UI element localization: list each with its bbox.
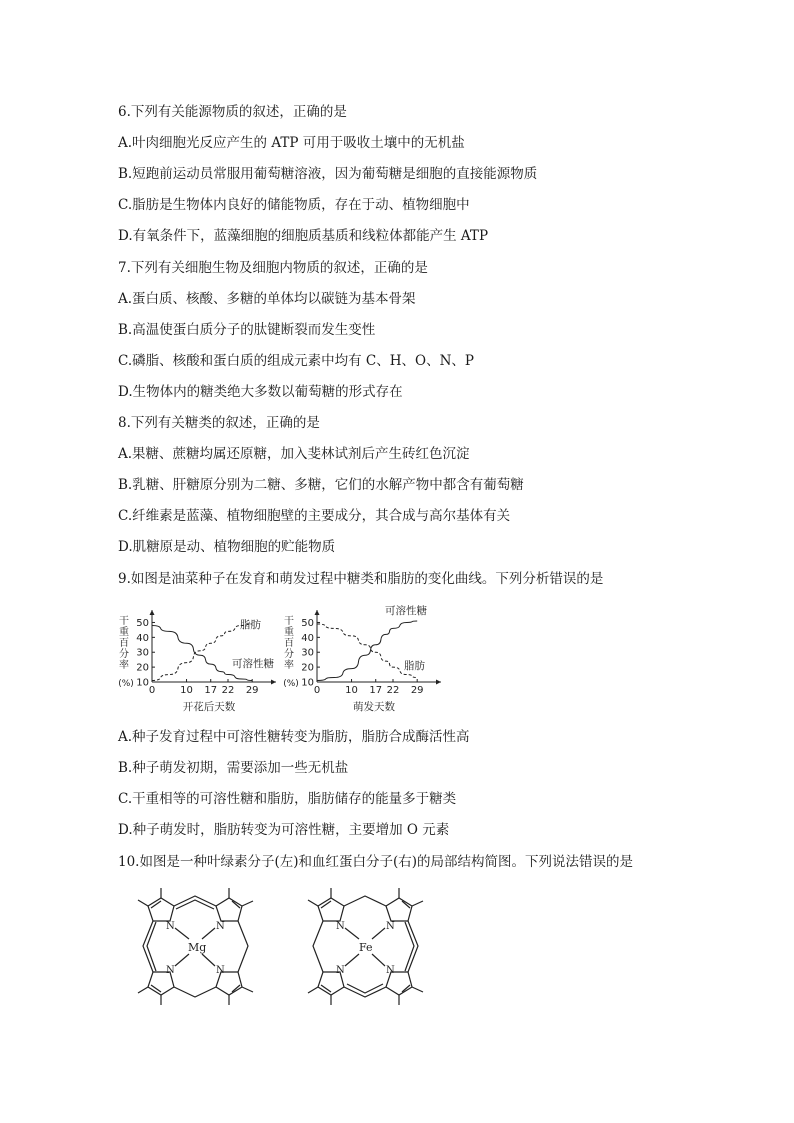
y-tick-label: 10 (136, 677, 149, 689)
methine-bridge (344, 987, 386, 997)
q6-stem: 6.下列有关能源物质的叙述，正确的是 (118, 104, 347, 120)
q7-option-a: A.蛋白质、核酸、多糖的单体均以碳链为基本骨架 (118, 291, 416, 307)
q6-option-d: D.有氧条件下，蓝藻细胞的细胞质基质和线粒体都能产生 ATP (118, 228, 489, 244)
y-axis-label-char: 分 (119, 649, 129, 660)
q7-stem: 7.下列有关细胞生物及细胞内物质的叙述，正确的是 (118, 260, 428, 276)
x-tick-label: 17 (369, 685, 383, 696)
y-tick-label: 40 (301, 632, 314, 644)
y-tick-label: 10 (301, 677, 314, 689)
side-chain (242, 987, 253, 992)
nitrogen-label: N (216, 921, 225, 932)
double-bond (151, 985, 161, 992)
heme-structure (296, 884, 446, 1012)
y-tick-label: 30 (136, 647, 149, 659)
y-tick-label: 40 (136, 632, 149, 644)
side-chain (138, 900, 148, 906)
q9-option-d: D.种子萌发时，脂肪转变为可溶性糖，主要增加 O 元素 (118, 822, 450, 838)
chart-flowering-svg (118, 602, 283, 718)
double-bond (321, 901, 331, 908)
side-chain (412, 901, 423, 906)
coordination-bond (372, 954, 385, 966)
iron-label: Fe (359, 941, 373, 954)
q9-option-c: C.干重相等的可溶性糖和脂肪，脂肪储存的能量多于糖类 (118, 791, 457, 807)
methine-bridge (408, 921, 418, 972)
coordination-bond (202, 954, 215, 966)
x-axis-arrow (271, 680, 276, 685)
q6-option-a: A.叶肉细胞光反应产生的 ATP 可用于吸收土壤中的无机盐 (118, 135, 465, 151)
y-axis-label-char: 百 (119, 638, 129, 649)
methine-bridge (174, 987, 216, 997)
double-bond (321, 985, 331, 992)
series-line (152, 625, 252, 680)
x-tick-label: 22 (386, 685, 400, 696)
y-tick-label: 30 (301, 647, 314, 659)
series-line (317, 621, 417, 681)
side-chain (412, 987, 423, 992)
q7-option-d: D.生物体内的糖类绝大多数以葡萄糖的形式存在 (118, 384, 403, 400)
coordination-bond (345, 954, 359, 966)
q7-option-b: B.高温使蛋白质分子的肽键断裂而发生变性 (118, 322, 376, 338)
nitrogen-label: N (336, 965, 345, 976)
x-tick-label: 17 (204, 685, 218, 696)
methine-bridge (147, 922, 156, 971)
q9-option-a: A.种子发育过程中可溶性糖转变为脂肪，脂肪合成酶活性高 (118, 729, 470, 745)
side-chain (308, 987, 318, 993)
y-axis-label-char: 干 (119, 616, 129, 627)
side-chain (242, 901, 253, 906)
y-axis-label-char: 百 (284, 638, 294, 649)
chart-flowering (118, 602, 283, 722)
q10-stem: 10.如图是一种叶绿素分子(左)和血红蛋白分子(右)的局部结构简图。下列说法错误的是 (118, 854, 634, 870)
nitrogen-label: N (166, 921, 175, 932)
q6-option-c: C.脂肪是生物体内良好的储能物质，存在于动、植物细胞中 (118, 197, 470, 213)
q8-option-a: A.果糖、蔗糖均属还原糖，加入斐林试剂后产生砖红色沉淀 (118, 446, 470, 462)
series-label-sugar: 可溶性糖 (385, 605, 427, 617)
q6-option-b: B.短跑前运动员常服用葡萄糖溶液，因为葡萄糖是细胞的直接能源物质 (118, 166, 538, 182)
series-label-fat: 脂肪 (404, 660, 425, 672)
methine-bridge (143, 921, 153, 972)
magnesium-label: Mg (188, 941, 207, 954)
series-line (152, 624, 252, 681)
q8-option-c: C.纤维素是蓝藻、植物细胞壁的主要成分，其合成与高尔基体有关 (118, 508, 511, 524)
q9-option-b: B.种子萌发初期，需要添加一些无机盐 (118, 760, 349, 776)
nitrogen-label: N (166, 965, 175, 976)
methine-bridge (174, 896, 216, 906)
y-axis-arrow (150, 610, 155, 615)
nitrogen-label: N (216, 965, 225, 976)
coordination-bond (175, 928, 189, 939)
methine-bridge (176, 900, 214, 909)
y-tick-label: 20 (136, 662, 149, 674)
y-axis-unit: (%) (118, 679, 134, 689)
x-axis-arrow (436, 680, 441, 685)
q9-stem: 9.如图是油菜种子在发育和萌发过程中糖类和脂肪的变化曲线。下列分析错误的是 (118, 571, 604, 587)
x-tick-label: 0 (313, 685, 321, 696)
x-tick-label: 22 (221, 685, 235, 696)
coordination-bond (345, 928, 359, 939)
y-axis-unit: (%) (283, 679, 299, 689)
y-axis-label-char: 干 (284, 616, 294, 627)
heme-structure-svg (296, 884, 446, 1008)
y-tick-label: 20 (301, 662, 314, 674)
y-axis-label-char: 分 (284, 649, 294, 660)
methine-bridge (313, 921, 323, 972)
x-tick-label: 0 (148, 685, 156, 696)
q8-option-d: D.肌糖原是动、植物细胞的贮能物质 (118, 539, 336, 555)
y-axis-label-char: 率 (284, 660, 294, 671)
methine-bridge (344, 896, 386, 906)
chart-germination (283, 602, 453, 722)
y-tick-label: 50 (301, 617, 314, 629)
x-axis-label: 萌发天数 (353, 701, 395, 713)
y-tick-label: 50 (136, 617, 149, 629)
double-bond (151, 901, 161, 908)
chlorophyll-structure-svg (126, 884, 276, 1008)
nitrogen-label: N (386, 965, 395, 976)
x-tick-label: 10 (180, 685, 193, 696)
chart-germination-svg (283, 602, 453, 718)
x-tick-label: 10 (345, 685, 358, 696)
coordination-bond (202, 928, 215, 939)
side-chain (138, 987, 148, 993)
y-axis-label-char: 率 (119, 660, 129, 671)
series-line (317, 624, 417, 678)
y-axis-label-char: 重 (119, 627, 129, 638)
nitrogen-label: N (336, 921, 345, 932)
y-axis-arrow (315, 610, 320, 615)
side-chain (308, 900, 318, 906)
pyrrole-ring (386, 898, 412, 921)
methine-bridge (405, 922, 414, 971)
series-label-fat: 脂肪 (240, 619, 261, 631)
methine-bridge (238, 921, 248, 972)
x-axis-label: 开花后天数 (182, 701, 236, 713)
q8-stem: 8.下列有关糖类的叙述，正确的是 (118, 415, 320, 431)
y-axis-label-char: 重 (284, 627, 294, 638)
nitrogen-label: N (386, 921, 395, 932)
x-tick-label: 29 (245, 685, 259, 696)
q7-option-c: C.磷脂、核酸和蛋白质的组成元素中均有 C、H、O、N、P (118, 353, 474, 369)
chlorophyll-structure (126, 884, 276, 1012)
q8-option-b: B.乳糖、肝糖原分别为二糖、多糖，它们的水解产物中都含有葡萄糖 (118, 477, 524, 493)
pyrrole-ring (216, 898, 242, 921)
coordination-bond (175, 954, 189, 966)
x-tick-label: 29 (410, 685, 424, 696)
coordination-bond (372, 928, 385, 939)
series-label-sugar: 可溶性糖 (232, 658, 274, 670)
